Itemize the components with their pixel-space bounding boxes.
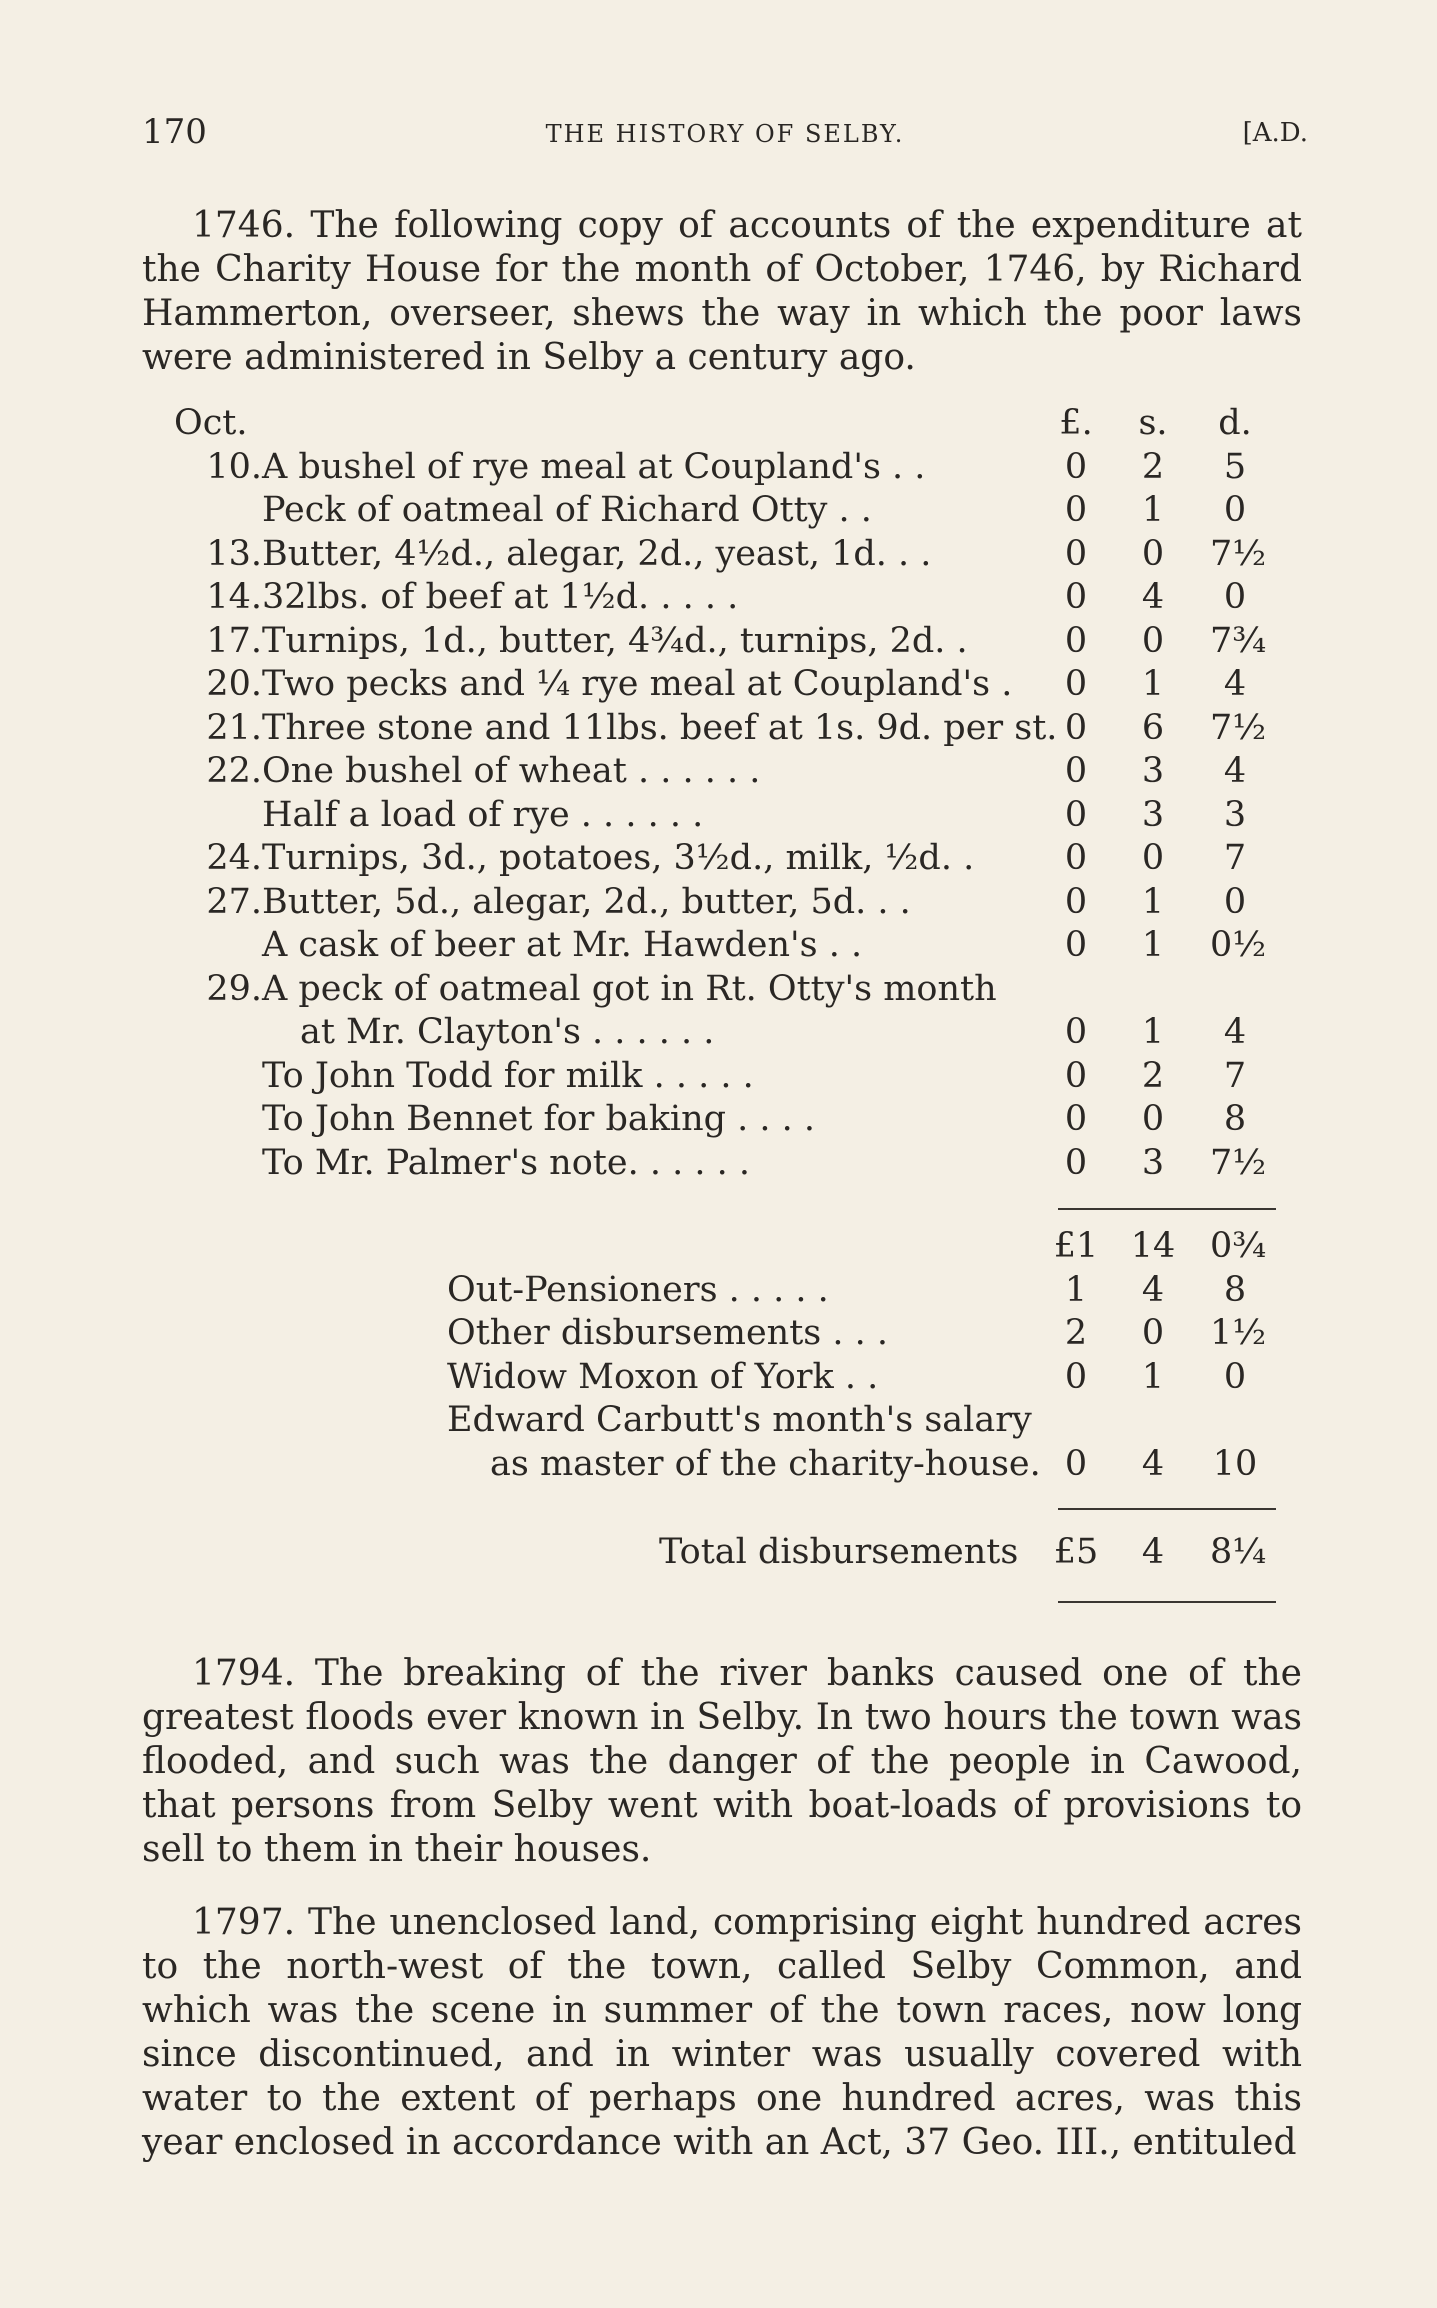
table-row	[142, 707, 1302, 751]
entry-date: 24.	[206, 838, 262, 878]
table-row	[142, 924, 1302, 968]
running-title: THE HISTORY OF SELBY.	[545, 120, 905, 148]
entry-pence: 4	[1223, 1012, 1247, 1052]
entry-shillings: 6	[1141, 707, 1165, 748]
table-row	[142, 1098, 1302, 1142]
entry-shillings: 0	[1141, 533, 1165, 574]
total-shillings: 4	[1141, 1532, 1165, 1572]
entry-item: Half a load of rye . . . . . .	[262, 794, 704, 835]
table-row	[142, 1399, 1302, 1443]
total-rule-top	[1058, 1508, 1276, 1510]
summary-pounds: 0	[1064, 1356, 1088, 1397]
intro-text: The following copy of accounts of the expenditure at the Charity House for the month of October, 1746, by Richard Hammerton, overseer, shews the way in which the poor laws were administered in Selby a century ago.	[142, 205, 1302, 378]
entry-pounds: 0	[1064, 1099, 1088, 1139]
entry-item: Turnips, 1d., butter, 4¾d., turnips, 2d. .	[262, 620, 968, 661]
table-row	[142, 1055, 1302, 1099]
entry-pence: 7½	[1210, 1142, 1267, 1183]
accounts-header-row	[142, 402, 1302, 446]
entry-pounds: 0	[1064, 620, 1088, 661]
page-number: 170	[142, 112, 207, 152]
total-table	[142, 1531, 1302, 1575]
shillings-header: s.	[1138, 403, 1168, 443]
entry-pounds: 0	[1064, 664, 1088, 704]
summary-item: Other disbursements . . .	[447, 1313, 889, 1353]
summary-table	[142, 1225, 1302, 1486]
entry-item: 32lbs. of beef at 1½d. . . . .	[262, 577, 739, 617]
text-1794: The breaking of the river banks caused one of the greatest floods ever known in Selby. In two hours the town was flooded, and such was the danger of the people in Cawood, that persons from Selby went with boat-loads of provisions to sell to them in their houses.	[142, 1653, 1302, 1870]
intro-year: 1746.	[192, 205, 296, 246]
table-row	[142, 1011, 1302, 1055]
entry-pence: 7	[1223, 1055, 1247, 1096]
entry-date: 20.	[206, 664, 262, 704]
entry-pence: 7½	[1210, 533, 1267, 574]
entry-shillings: 1	[1141, 925, 1165, 965]
table-row	[142, 1312, 1302, 1356]
year-1794: 1794.	[192, 1653, 296, 1694]
entry-item: A cask of beer at Mr. Hawden's . .	[262, 925, 863, 965]
entry-item: One bushel of wheat . . . . . .	[262, 751, 761, 791]
entry-item: Peck of oatmeal of Richard Otty . .	[262, 490, 872, 530]
entry-pounds: 0	[1064, 490, 1088, 530]
table-row	[142, 1356, 1302, 1400]
table-row	[142, 576, 1302, 620]
entry-pence: 4	[1223, 751, 1247, 791]
summary-shillings: 0	[1141, 1313, 1165, 1353]
total-row	[142, 1531, 1302, 1575]
entry-item: Two pecks and ¼ rye meal at Coupland's .	[262, 664, 1013, 704]
summary-item: Edward Carbutt's month's salary	[447, 1400, 1032, 1440]
intro-paragraph	[142, 204, 1302, 380]
pence-header: d.	[1218, 403, 1252, 443]
entry-shillings: 1	[1141, 664, 1165, 704]
accounts-table	[142, 402, 1302, 1185]
entry-shillings: 4	[1141, 577, 1165, 617]
table-row	[142, 1269, 1302, 1313]
entry-pounds: 0	[1064, 1142, 1088, 1183]
entry-pence: 7½	[1210, 707, 1267, 748]
total-pence: 8¼	[1210, 1532, 1267, 1572]
table-row	[142, 620, 1302, 664]
entry-item: To John Bennet for baking . . . .	[262, 1099, 816, 1139]
table-row	[142, 489, 1302, 533]
entry-shillings: 0	[1141, 1099, 1165, 1139]
subtotal-rule	[1058, 1208, 1276, 1210]
table-row	[142, 663, 1302, 707]
entry-shillings: 0	[1141, 620, 1165, 661]
entry-shillings: 3	[1141, 1142, 1165, 1183]
entry-pence: 3	[1223, 794, 1247, 835]
section-marker: [A.D.	[1242, 118, 1308, 148]
summary-pence: 10	[1212, 1443, 1258, 1484]
entry-date: 13.	[206, 533, 262, 574]
summary-pence: 1½	[1210, 1313, 1267, 1353]
entry-shillings: 0	[1141, 838, 1165, 878]
entry-date: 10.	[206, 446, 262, 487]
entry-shillings: 1	[1141, 881, 1165, 922]
page-header	[142, 112, 1308, 162]
entry-pounds: 0	[1064, 925, 1088, 965]
entry-date: 22.	[206, 751, 262, 791]
table-row	[142, 968, 1302, 1012]
total-pounds: £5	[1053, 1532, 1099, 1572]
entry-item: Turnips, 3d., potatoes, 3½d., milk, ½d. .	[262, 838, 975, 878]
entry-item: To John Todd for milk . . . . .	[262, 1055, 754, 1096]
summary-shillings: 1	[1141, 1356, 1165, 1397]
summary-pounds: 2	[1064, 1313, 1088, 1353]
entry-shillings: 3	[1141, 794, 1165, 835]
entry-item: A bushel of rye meal at Coupland's . .	[262, 446, 926, 487]
table-row	[142, 837, 1302, 881]
summary-item: Widow Moxon of York . .	[447, 1356, 879, 1397]
entry-pounds: 0	[1064, 1055, 1088, 1096]
total-label: Total disbursements	[659, 1532, 1019, 1572]
entry-date: 29.	[206, 968, 262, 1009]
entry-pounds: 0	[1064, 794, 1088, 835]
pounds-header: £.	[1059, 403, 1093, 443]
entry-pence: 0	[1223, 490, 1247, 530]
entry-item: Butter, 4½d., alegar, 2d., yeast, 1d. . .	[262, 533, 932, 574]
entry-pence: 5	[1223, 446, 1247, 487]
text-1797: The unenclosed land, comprising eight hundred acres to the north-west of the town, called Selby Common, and which was the scene in summer of the town races, now long since discontinued, and in winter was usually covered with water to the extent of perhaps one hundred acres, was this year enclosed in accordance with an Act, 37 Geo. III., entituled	[142, 1902, 1302, 2163]
summary-pounds: 0	[1064, 1443, 1088, 1484]
subtotal-pence: 0¾	[1210, 1226, 1267, 1266]
entry-pounds: 0	[1064, 533, 1088, 574]
summary-shillings: 4	[1141, 1269, 1165, 1310]
entry-pence: 8	[1223, 1099, 1247, 1139]
entry-pence: 4	[1223, 664, 1247, 704]
table-row	[142, 1142, 1302, 1186]
summary-item: as master of the charity-house.	[490, 1443, 1041, 1484]
summary-pounds: 1	[1064, 1269, 1088, 1310]
summary-pence: 8	[1223, 1269, 1247, 1310]
entry-pounds: 0	[1064, 707, 1088, 748]
entry-pounds: 0	[1064, 577, 1088, 617]
entry-pounds: 0	[1064, 446, 1088, 487]
paragraph-1797	[142, 1901, 1302, 2165]
entry-shillings: 2	[1141, 446, 1165, 487]
paragraph-1794	[142, 1652, 1302, 1872]
entry-item: at Mr. Clayton's . . . . . .	[300, 1012, 715, 1052]
entry-shillings: 1	[1141, 490, 1165, 530]
summary-shillings: 4	[1141, 1443, 1165, 1484]
subtotal-row	[142, 1225, 1302, 1269]
table-row	[142, 794, 1302, 838]
entry-pounds: 0	[1064, 881, 1088, 922]
entry-item: Three stone and 11lbs. beef at 1s. 9d. per st.	[262, 707, 1058, 748]
entry-pounds: 0	[1064, 751, 1088, 791]
entry-pence: 0½	[1210, 925, 1267, 965]
subtotal-pounds: £1	[1053, 1226, 1099, 1266]
summary-item: Out-Pensioners . . . . .	[447, 1269, 829, 1310]
entry-shillings: 2	[1141, 1055, 1165, 1096]
table-row	[142, 533, 1302, 577]
summary-pence: 0	[1223, 1356, 1247, 1397]
entry-shillings: 3	[1141, 751, 1165, 791]
subtotal-shillings: 14	[1130, 1226, 1176, 1266]
month-label: Oct.	[174, 403, 248, 443]
table-row	[142, 750, 1302, 794]
entry-date: 27.	[206, 881, 262, 922]
entry-date: 14.	[206, 577, 262, 617]
total-rule-bottom	[1058, 1601, 1276, 1603]
entry-date: 17.	[206, 620, 262, 661]
entry-pounds: 0	[1064, 1012, 1088, 1052]
entry-pence: 7	[1223, 838, 1247, 878]
year-1797: 1797.	[192, 1902, 296, 1943]
entry-date: 21.	[206, 707, 262, 748]
table-row	[142, 881, 1302, 925]
entry-pence: 0	[1223, 577, 1247, 617]
entry-pence: 7¾	[1210, 620, 1267, 661]
entry-pence: 0	[1223, 881, 1247, 922]
entry-pounds: 0	[1064, 838, 1088, 878]
table-row	[142, 1443, 1302, 1487]
table-row	[142, 446, 1302, 490]
entry-item: To Mr. Palmer's note. . . . . .	[262, 1142, 750, 1183]
entry-shillings: 1	[1141, 1012, 1165, 1052]
entry-item: A peck of oatmeal got in Rt. Otty's month	[262, 968, 997, 1009]
entry-item: Butter, 5d., alegar, 2d., butter, 5d. . .	[262, 881, 911, 922]
